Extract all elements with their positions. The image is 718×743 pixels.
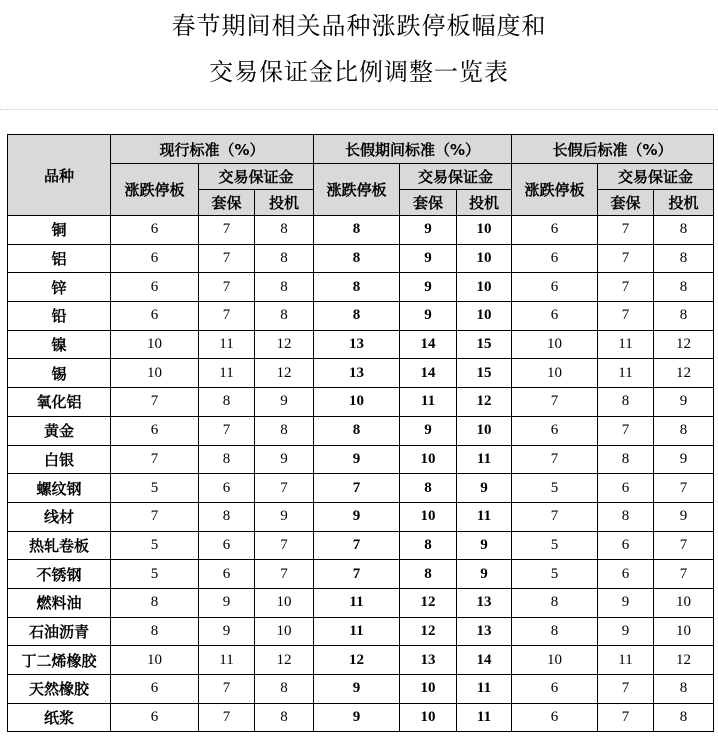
holiday-spec-cell: 10 (457, 216, 512, 245)
holiday-limit-cell: 8 (314, 302, 400, 331)
holiday-limit-cell: 13 (314, 330, 400, 359)
holiday-hedge-cell: 14 (400, 330, 457, 359)
after-limit-cell: 6 (512, 703, 598, 732)
holiday-hedge-cell: 9 (400, 302, 457, 331)
holiday-hedge-cell: 12 (400, 617, 457, 646)
holiday-spec-cell: 9 (457, 474, 512, 503)
header-current: 现行标准（%） (111, 135, 314, 164)
after-spec-cell: 8 (654, 703, 714, 732)
current-spec-cell: 8 (255, 703, 314, 732)
current-limit-cell: 10 (111, 359, 199, 388)
current-limit-cell: 8 (111, 588, 199, 617)
after-spec-cell: 8 (654, 244, 714, 273)
after-limit-cell: 10 (512, 646, 598, 675)
current-spec-cell: 8 (255, 302, 314, 331)
current-spec-cell: 7 (255, 560, 314, 589)
current-limit-cell: 8 (111, 617, 199, 646)
current-limit-cell: 5 (111, 560, 199, 589)
holiday-limit-cell: 11 (314, 588, 400, 617)
variety-name: 热轧卷板 (8, 531, 111, 560)
after-hedge-cell: 11 (598, 359, 654, 388)
current-hedge-cell: 7 (199, 216, 255, 245)
table-row (8, 703, 714, 732)
current-spec-cell: 10 (255, 588, 314, 617)
header-current-margin: 交易保证金 (199, 164, 314, 190)
after-limit-cell: 6 (512, 273, 598, 302)
current-hedge-cell: 6 (199, 560, 255, 589)
after-hedge-cell: 7 (598, 216, 654, 245)
current-limit-cell: 10 (111, 646, 199, 675)
after-spec-cell: 7 (654, 531, 714, 560)
current-limit-cell: 6 (111, 273, 199, 302)
table-row (8, 502, 714, 531)
holiday-hedge-cell: 8 (400, 531, 457, 560)
header-holiday-hedge: 套保 (400, 190, 457, 216)
header-after-spec: 投机 (654, 190, 714, 216)
after-spec-cell: 8 (654, 216, 714, 245)
after-spec-cell: 8 (654, 273, 714, 302)
holiday-spec-cell: 13 (457, 617, 512, 646)
after-spec-cell: 12 (654, 359, 714, 388)
holiday-limit-cell: 9 (314, 445, 400, 474)
header-holiday: 长假期间标准（%） (314, 135, 512, 164)
holiday-spec-cell: 13 (457, 588, 512, 617)
holiday-hedge-cell: 10 (400, 675, 457, 704)
after-spec-cell: 8 (654, 416, 714, 445)
after-limit-cell: 6 (512, 244, 598, 273)
variety-name: 不锈钢 (8, 560, 111, 589)
after-limit-cell: 7 (512, 388, 598, 417)
table-row (8, 646, 714, 675)
holiday-spec-cell: 10 (457, 416, 512, 445)
current-limit-cell: 6 (111, 302, 199, 331)
holiday-spec-cell: 10 (457, 244, 512, 273)
header-current-limit: 涨跌停板 (111, 164, 199, 216)
current-hedge-cell: 6 (199, 531, 255, 560)
current-limit-cell: 7 (111, 502, 199, 531)
current-hedge-cell: 8 (199, 502, 255, 531)
variety-name: 石油沥青 (8, 617, 111, 646)
variety-name: 螺纹钢 (8, 474, 111, 503)
header-after-limit: 涨跌停板 (512, 164, 598, 216)
current-hedge-cell: 11 (199, 359, 255, 388)
holiday-limit-cell: 7 (314, 531, 400, 560)
holiday-limit-cell: 13 (314, 359, 400, 388)
variety-name: 黄金 (8, 416, 111, 445)
current-hedge-cell: 8 (199, 445, 255, 474)
after-hedge-cell: 7 (598, 244, 654, 273)
after-limit-cell: 8 (512, 588, 598, 617)
current-limit-cell: 7 (111, 445, 199, 474)
current-spec-cell: 12 (255, 330, 314, 359)
after-spec-cell: 12 (654, 330, 714, 359)
current-limit-cell: 6 (111, 416, 199, 445)
holiday-spec-cell: 10 (457, 302, 512, 331)
current-hedge-cell: 8 (199, 388, 255, 417)
after-spec-cell: 8 (654, 675, 714, 704)
variety-name: 铅 (8, 302, 111, 331)
header-after-hedge: 套保 (598, 190, 654, 216)
holiday-hedge-cell: 13 (400, 646, 457, 675)
current-limit-cell: 7 (111, 388, 199, 417)
holiday-limit-cell: 11 (314, 617, 400, 646)
holiday-limit-cell: 8 (314, 273, 400, 302)
variety-name: 纸浆 (8, 703, 111, 732)
after-spec-cell: 10 (654, 588, 714, 617)
after-hedge-cell: 6 (598, 474, 654, 503)
holiday-spec-cell: 15 (457, 330, 512, 359)
current-spec-cell: 8 (255, 416, 314, 445)
current-hedge-cell: 11 (199, 330, 255, 359)
table-row (8, 388, 714, 417)
table-row (8, 445, 714, 474)
table-row (8, 330, 714, 359)
current-spec-cell: 7 (255, 474, 314, 503)
header-variety: 品种 (8, 135, 111, 216)
current-spec-cell: 12 (255, 359, 314, 388)
holiday-limit-cell: 12 (314, 646, 400, 675)
holiday-spec-cell: 9 (457, 560, 512, 589)
after-hedge-cell: 7 (598, 703, 654, 732)
current-spec-cell: 8 (255, 675, 314, 704)
holiday-hedge-cell: 8 (400, 474, 457, 503)
current-hedge-cell: 7 (199, 302, 255, 331)
holiday-hedge-cell: 12 (400, 588, 457, 617)
header-holiday-margin: 交易保证金 (400, 164, 512, 190)
after-hedge-cell: 11 (598, 646, 654, 675)
table-row (8, 531, 714, 560)
current-spec-cell: 8 (255, 216, 314, 245)
header-current-spec: 投机 (255, 190, 314, 216)
current-hedge-cell: 7 (199, 703, 255, 732)
after-limit-cell: 7 (512, 502, 598, 531)
variety-name: 铜 (8, 216, 111, 245)
table-row (8, 617, 714, 646)
after-spec-cell: 9 (654, 502, 714, 531)
after-spec-cell: 12 (654, 646, 714, 675)
after-spec-cell: 7 (654, 560, 714, 589)
variety-name: 锌 (8, 273, 111, 302)
variety-name: 氧化铝 (8, 388, 111, 417)
header-after: 长假后标准（%） (512, 135, 714, 164)
variety-name: 铝 (8, 244, 111, 273)
current-spec-cell: 9 (255, 388, 314, 417)
table-row (8, 675, 714, 704)
current-spec-cell: 9 (255, 502, 314, 531)
after-limit-cell: 8 (512, 617, 598, 646)
after-hedge-cell: 9 (598, 588, 654, 617)
variety-name: 白银 (8, 445, 111, 474)
variety-name: 镍 (8, 330, 111, 359)
current-limit-cell: 5 (111, 474, 199, 503)
variety-name: 天然橡胶 (8, 675, 111, 704)
after-hedge-cell: 9 (598, 617, 654, 646)
holiday-spec-cell: 9 (457, 531, 512, 560)
header-holiday-limit: 涨跌停板 (314, 164, 400, 216)
table-row (8, 474, 714, 503)
after-spec-cell: 10 (654, 617, 714, 646)
holiday-spec-cell: 12 (457, 388, 512, 417)
after-hedge-cell: 8 (598, 388, 654, 417)
holiday-limit-cell: 10 (314, 388, 400, 417)
table-body (8, 216, 714, 732)
after-limit-cell: 10 (512, 359, 598, 388)
after-limit-cell: 5 (512, 531, 598, 560)
holiday-hedge-cell: 8 (400, 560, 457, 589)
table-row (8, 216, 714, 245)
holiday-spec-cell: 10 (457, 273, 512, 302)
current-limit-cell: 6 (111, 703, 199, 732)
after-hedge-cell: 7 (598, 416, 654, 445)
after-limit-cell: 7 (512, 445, 598, 474)
current-hedge-cell: 7 (199, 273, 255, 302)
holiday-limit-cell: 7 (314, 560, 400, 589)
after-hedge-cell: 8 (598, 445, 654, 474)
page-title-line2: 交易保证金比例调整一览表 (209, 58, 509, 86)
header-current-hedge: 套保 (199, 190, 255, 216)
header-after-margin: 交易保证金 (598, 164, 714, 190)
current-hedge-cell: 7 (199, 675, 255, 704)
current-spec-cell: 12 (255, 646, 314, 675)
holiday-spec-cell: 15 (457, 359, 512, 388)
table-row (8, 416, 714, 445)
holiday-spec-cell: 11 (457, 445, 512, 474)
holiday-spec-cell: 11 (457, 502, 512, 531)
page-divider (0, 109, 718, 110)
holiday-limit-cell: 8 (314, 244, 400, 273)
after-hedge-cell: 6 (598, 531, 654, 560)
holiday-limit-cell: 8 (314, 416, 400, 445)
current-hedge-cell: 9 (199, 588, 255, 617)
holiday-hedge-cell: 10 (400, 445, 457, 474)
table-row (8, 560, 714, 589)
current-hedge-cell: 7 (199, 244, 255, 273)
current-hedge-cell: 7 (199, 416, 255, 445)
after-spec-cell: 8 (654, 302, 714, 331)
after-hedge-cell: 11 (598, 330, 654, 359)
variety-name: 燃料油 (8, 588, 111, 617)
current-spec-cell: 9 (255, 445, 314, 474)
after-limit-cell: 5 (512, 474, 598, 503)
holiday-spec-cell: 11 (457, 675, 512, 704)
holiday-spec-cell: 11 (457, 703, 512, 732)
after-limit-cell: 10 (512, 330, 598, 359)
after-limit-cell: 6 (512, 675, 598, 704)
holiday-hedge-cell: 11 (400, 388, 457, 417)
after-limit-cell: 5 (512, 560, 598, 589)
holiday-hedge-cell: 9 (400, 273, 457, 302)
after-limit-cell: 6 (512, 416, 598, 445)
after-hedge-cell: 8 (598, 502, 654, 531)
holiday-hedge-cell: 9 (400, 244, 457, 273)
table-row (8, 273, 714, 302)
after-spec-cell: 9 (654, 445, 714, 474)
variety-name: 锡 (8, 359, 111, 388)
variety-name: 线材 (8, 502, 111, 531)
holiday-limit-cell: 7 (314, 474, 400, 503)
current-spec-cell: 8 (255, 244, 314, 273)
after-hedge-cell: 6 (598, 560, 654, 589)
current-spec-cell: 7 (255, 531, 314, 560)
after-hedge-cell: 7 (598, 273, 654, 302)
holiday-hedge-cell: 9 (400, 416, 457, 445)
current-hedge-cell: 11 (199, 646, 255, 675)
after-spec-cell: 9 (654, 388, 714, 417)
table-row (8, 302, 714, 331)
holiday-limit-cell: 9 (314, 703, 400, 732)
holiday-hedge-cell: 10 (400, 703, 457, 732)
table-row (8, 359, 714, 388)
table-row (8, 588, 714, 617)
current-hedge-cell: 9 (199, 617, 255, 646)
holiday-limit-cell: 8 (314, 216, 400, 245)
page-title-line1: 春节期间相关品种涨跌停板幅度和 (171, 12, 547, 40)
holiday-spec-cell: 14 (457, 646, 512, 675)
current-limit-cell: 6 (111, 244, 199, 273)
holiday-hedge-cell: 14 (400, 359, 457, 388)
table-row (8, 244, 714, 273)
adjustment-table (7, 134, 714, 732)
after-limit-cell: 6 (512, 216, 598, 245)
current-spec-cell: 10 (255, 617, 314, 646)
after-spec-cell: 7 (654, 474, 714, 503)
holiday-limit-cell: 9 (314, 675, 400, 704)
header-holiday-spec: 投机 (457, 190, 512, 216)
after-hedge-cell: 7 (598, 302, 654, 331)
current-limit-cell: 6 (111, 216, 199, 245)
current-limit-cell: 5 (111, 531, 199, 560)
after-limit-cell: 6 (512, 302, 598, 331)
variety-name: 丁二烯橡胶 (8, 646, 111, 675)
current-limit-cell: 6 (111, 675, 199, 704)
after-hedge-cell: 7 (598, 675, 654, 704)
holiday-hedge-cell: 10 (400, 502, 457, 531)
current-spec-cell: 8 (255, 273, 314, 302)
holiday-hedge-cell: 9 (400, 216, 457, 245)
holiday-limit-cell: 9 (314, 502, 400, 531)
current-limit-cell: 10 (111, 330, 199, 359)
current-hedge-cell: 6 (199, 474, 255, 503)
